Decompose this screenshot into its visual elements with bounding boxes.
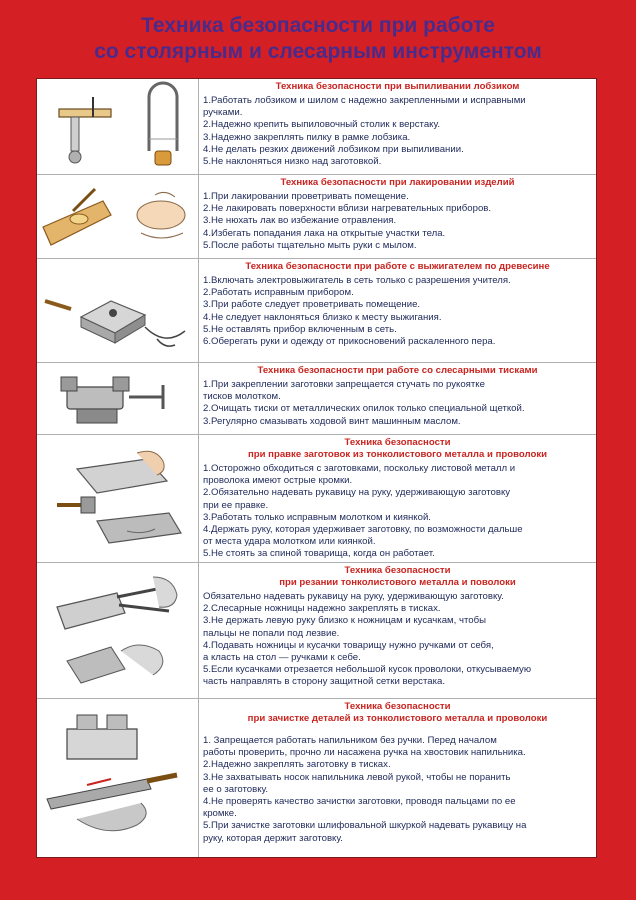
rule: тисков молотком. xyxy=(203,391,281,403)
rule: при ее правке. xyxy=(203,499,269,511)
section-heading: Техника безопасности xyxy=(344,437,451,448)
rule: 3.Работать только исправным молотком и киянкой. xyxy=(203,511,431,523)
rule: ее о заготовку. xyxy=(203,783,269,795)
rule: пальцы не попали под лезвие. xyxy=(203,627,340,639)
rule: 5.Не оставлять прибор включенным в сеть. xyxy=(203,323,397,335)
rule: 2.Слесарные ножницы надежно закреплять в тисках. xyxy=(203,603,441,615)
rule: 5.При зачистке заготовки шлифовальной шкуркой надевать рукавицу на xyxy=(203,820,527,832)
metal-shears-icon xyxy=(37,563,199,698)
rule: 1.При лакировании проветривать помещение. xyxy=(203,191,409,202)
section-heading: при зачистке деталей из тонколистового металла и проволоки xyxy=(247,713,548,724)
rule: 4.Держать руку, которая удерживает заготовку, по возможности дальше xyxy=(203,524,523,536)
rule: 3.Регулярно смазывать ходовой винт машинным маслом. xyxy=(203,415,461,427)
rule: 1. Запрещается работать напильником без ручки. Перед началом xyxy=(203,735,497,746)
hammer-straightening-icon xyxy=(37,435,199,562)
section-heading: при правке заготовок из тонколистового металла и проволоки xyxy=(247,449,548,460)
rule: 4.Не делать резких движений лобзиком при выпиливании. xyxy=(203,143,464,155)
section-metal-straightening xyxy=(37,435,596,563)
section-heading: Техника безопасности при лакировании изделий xyxy=(280,177,515,188)
varnish-brush-icon xyxy=(37,175,199,258)
section-heading: при резании тонколистового металла и поволоки xyxy=(279,577,516,588)
rule: 1.Осторожно обходиться с заготовками, поскольку листовой металл и xyxy=(203,463,516,474)
rule: 4.Не следует наклоняться близко к месту выжигания. xyxy=(203,311,442,323)
rule: 3.При работе следует проветривать помещение. xyxy=(203,299,421,311)
section-bench-vise xyxy=(37,363,596,435)
rule: 3.Не захватывать носок напильника левой рукой, чтобы не поранить xyxy=(203,771,511,783)
rule: 2.Не лакировать поверхности вблизи нагревательных приборов. xyxy=(203,203,492,215)
rule: руку, которая держит заготовку. xyxy=(203,832,343,844)
section-heading: Техника безопасности при выпиливании лобзиком xyxy=(275,81,520,92)
bench-vise-icon xyxy=(37,363,199,434)
section-wood-burning xyxy=(37,259,596,363)
rule: 6.Оберегать руки и одежду от прикосновений раскаленного пера. xyxy=(203,336,496,348)
poster-title xyxy=(22,13,614,77)
rule: 3.Не нюхать лак во избежание отравления. xyxy=(203,215,397,227)
section-jigsaw xyxy=(37,79,596,175)
rule: 5.Если кусачками отрезается небольшой кусок проволоки, откусываемую xyxy=(203,664,532,676)
rule: 1.При закреплении заготовки запрещается стучать по рукоятке xyxy=(203,379,485,390)
section-varnishing xyxy=(37,175,596,259)
section-heading: Техника безопасности xyxy=(344,565,451,576)
wood-burner-icon xyxy=(37,259,199,362)
rule: 2.Надежно крепить выпиловочный столик к верстаку. xyxy=(203,119,440,131)
rule: работы проверить, прочно ли насажена ручка на хвостовик напильника. xyxy=(203,747,526,759)
section-metal-cutting xyxy=(37,563,596,699)
section-heading: Техника безопасности при работе с выжигателем по древесине xyxy=(245,261,550,272)
rule: 4.Не проверять качество зачистки заготовки, проводя пальцами по ее xyxy=(203,796,516,808)
poster-title-line-1: Техника безопасности при работе xyxy=(141,14,495,37)
rule: а класть на стол — ручками к себе. xyxy=(203,652,361,664)
section-heading: Техника безопасности xyxy=(344,701,451,712)
rule: проволока имеют острые кромки. xyxy=(203,475,353,487)
file-filing-icon xyxy=(37,699,199,857)
rule: часть направлять в сторону защитной сетки верстака. xyxy=(203,676,445,688)
rule: 1.Работать лобзиком и шилом с надежно закрепленными и исправными xyxy=(203,95,526,106)
rule: Обязательно надевать рукавицу на руку, удерживающую заготовку. xyxy=(203,591,504,602)
rule: 5.После работы тщательно мыть руки с мылом. xyxy=(203,239,417,251)
rule: 2.Очищать тиски от металлических опилок только специальной щеткой. xyxy=(203,403,525,415)
poster-title-line-2: со столярным и слесарным инструментом xyxy=(94,40,542,63)
rule: 2.Работать исправным прибором. xyxy=(203,287,354,299)
rule: от места удара молотком или киянкой. xyxy=(203,536,376,548)
rule: 3.Не держать левую руку близко к ножницам и кусачкам, чтобы xyxy=(203,615,486,627)
safety-sheet xyxy=(36,78,597,858)
rule: 2.Надежно закреплять заготовку в тисках. xyxy=(203,759,391,771)
rule: 1.Включать электровыжигатель в сеть только с разрешения учителя. xyxy=(203,275,511,286)
rule: кромке. xyxy=(203,808,237,820)
rule: ручками. xyxy=(203,107,243,119)
rule: 5.Не стоять за спиной товарища, когда он работает. xyxy=(203,548,435,560)
section-filing xyxy=(37,699,596,857)
rule: 5.Не наклоняться низко над заготовкой. xyxy=(203,156,382,168)
rule: 2.Обязательно надевать рукавицу на руку, удерживающую заготовку xyxy=(203,487,511,499)
rule: 3.Надежно закреплять пилку в рамке лобзика. xyxy=(203,131,411,143)
section-heading: Техника безопасности при работе со слесарными тисками xyxy=(257,365,538,376)
rule: 4.Избегать попадания лака на открытые участки тела. xyxy=(203,227,446,239)
rule: 4.Подавать ножницы и кусачки товарищу нужно ручками от себя, xyxy=(203,639,494,651)
jigsaw-icon xyxy=(37,79,199,174)
